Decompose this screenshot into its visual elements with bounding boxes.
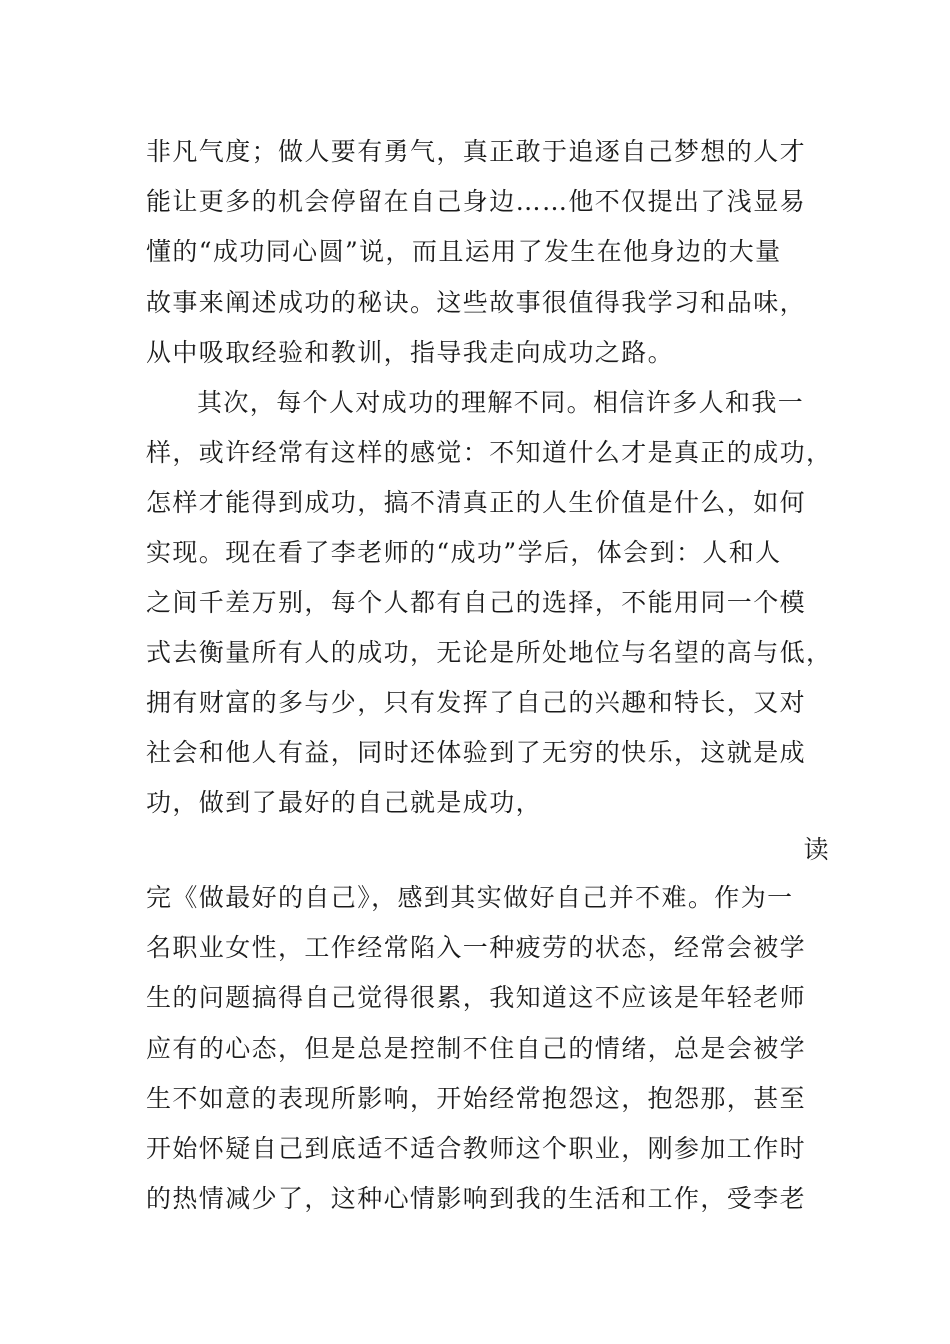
text-line: 故事来阐述成功的秘诀。这些故事很值得我学习和品味， <box>146 288 807 317</box>
text-line: 怎样才能得到成功，搞不清真正的人生价值是什么，如何 <box>146 488 807 517</box>
text-line: 生的问题搞得自己觉得很累，我知道这不应该是年轻老师 <box>146 983 807 1012</box>
text-line: 样，或许经常有这样的感觉：不知道什么才是真正的成功， <box>146 438 833 467</box>
text-line: 完《做最好的自己》，感到其实做好自己并不难。作为一 <box>146 883 794 912</box>
text-line: 能让更多的机会停留在自己身边……他不仅提出了浅显易 <box>146 187 807 216</box>
right-aligned-char: 读 <box>803 835 830 864</box>
text-line: 拥有财富的多与少，只有发挥了自己的兴趣和特长，又对 <box>146 688 807 717</box>
text-line: 非凡气度；做人要有勇气，真正敢于追逐自己梦想的人才 <box>146 137 807 166</box>
text-line: 开始怀疑自己到底适不适合教师这个职业，刚参加工作时 <box>146 1134 807 1163</box>
text-line: 从中吸取经验和教训，指导我走向成功之路。 <box>146 338 675 367</box>
text-line: 社会和他人有益，同时还体验到了无穷的快乐，这就是成 <box>146 738 807 767</box>
text-line: 之间千差万别，每个人都有自己的选择，不能用同一个模 <box>146 588 807 617</box>
text-line: 懂的“成功同心圆”说，而且运用了发生在他身边的大量 <box>146 237 782 266</box>
text-line: 生不如意的表现所影响，开始经常抱怨这，抱怨那，甚至 <box>146 1084 807 1113</box>
text-line: 式去衡量所有人的成功，无论是所处地位与名望的高与低， <box>146 638 833 667</box>
text-line: 名职业女性，工作经常陷入一种疲劳的状态，经常会被学 <box>146 933 807 962</box>
text-line: 应有的心态，但是总是控制不住自己的情绪，总是会被学 <box>146 1034 807 1063</box>
text-line: 实现。现在看了李老师的“成功”学后，体会到：人和人 <box>146 538 782 567</box>
paragraph-start-line: 其次，每个人对成功的理解不同。相信许多人和我一 <box>197 388 805 417</box>
text-line: 功，做到了最好的自己就是成功， <box>146 788 543 817</box>
text-line: 的热情减少了，这种心情影响到我的生活和工作，受李老 <box>146 1184 807 1213</box>
